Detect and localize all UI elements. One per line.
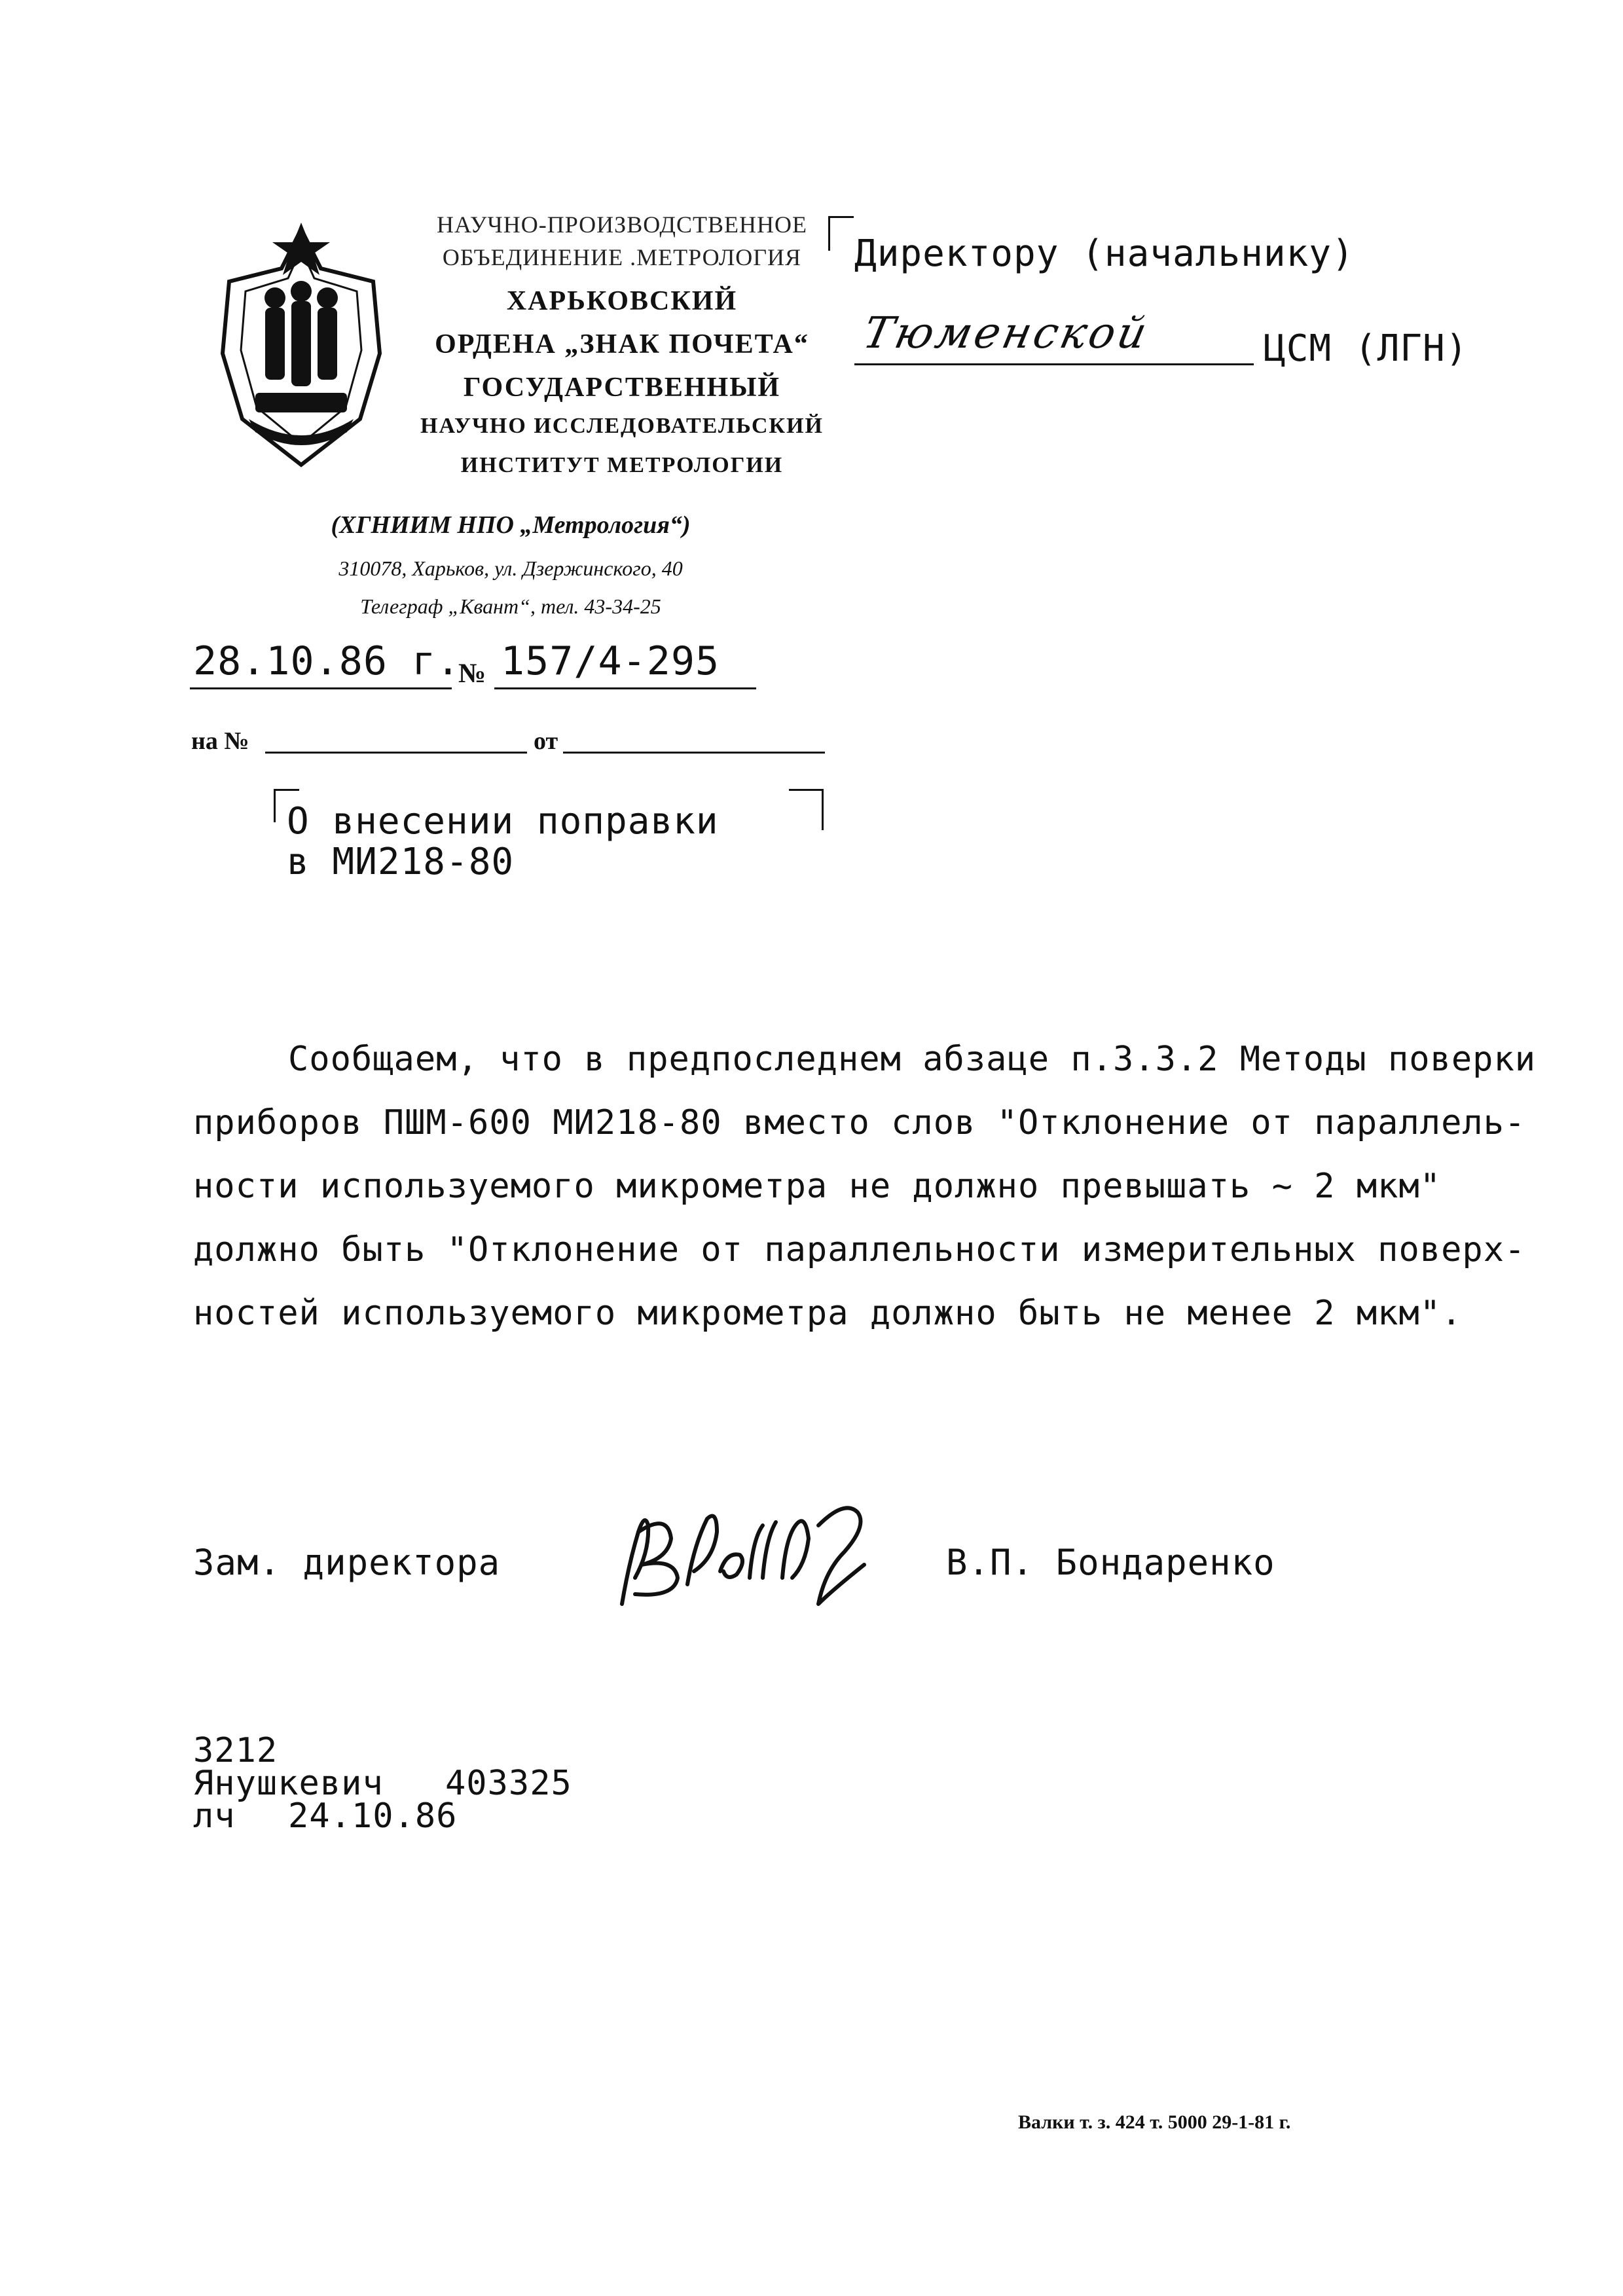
letterhead-line-1: НАУЧНО-ПРОИЗВОДСТВЕННОЕ bbox=[437, 211, 807, 238]
letter-number-underline bbox=[494, 687, 756, 689]
addressee-underline bbox=[854, 363, 1254, 365]
letterhead-block bbox=[419, 211, 825, 492]
handwritten-signature bbox=[609, 1486, 884, 1617]
signatory-title: Зам. директора bbox=[193, 1542, 501, 1583]
letterhead-line-3: ХАРЬКОВСКИЙ bbox=[506, 286, 738, 316]
footer-executor: Янушкевич bbox=[193, 1764, 384, 1803]
signatory-name: В.П. Бондаренко bbox=[946, 1542, 1275, 1583]
letterhead-short-name: (ХГНИИМ НПО „Метрология“) bbox=[331, 511, 691, 539]
letterhead-line-4: ОРДЕНА „ЗНАК ПОЧЕТА“ bbox=[435, 329, 809, 359]
letterhead-telegraph: Телеграф „Квант“, тел. 43-34-25 bbox=[360, 594, 661, 618]
letter-date-underline bbox=[190, 687, 452, 689]
reference-number-label: на № bbox=[191, 727, 249, 755]
subject-bracket-right bbox=[789, 789, 824, 830]
body-line-3: ности используемого микрометра не должно превышать ~ 2 мкм" bbox=[193, 1167, 1442, 1206]
letterhead-line-7: ИНСТИТУТ МЕТРОЛОГИИ bbox=[460, 453, 784, 477]
letterhead-address: 310078, Харьков, ул. Дзержинского, 40 bbox=[338, 556, 683, 580]
letter-number-label: № bbox=[458, 659, 486, 689]
reference-number-line bbox=[265, 752, 527, 754]
body-line-2: приборов ПШМ-600 МИ218-80 вместо слов "Отклонение от параллель- bbox=[193, 1103, 1526, 1142]
addressee-line-2-suffix: ЦСМ (ЛГН) bbox=[1264, 327, 1468, 370]
footer-code: 3212 bbox=[193, 1731, 278, 1770]
letter-date: 28.10.86 г. bbox=[193, 638, 461, 684]
body-line-1: Сообщаем, что в предпоследнем абзаце п.3.3.2 Методы поверки bbox=[288, 1040, 1537, 1079]
addressee-corner-mark bbox=[828, 216, 854, 251]
addressee-line-1: Директору (начальнику) bbox=[854, 232, 1355, 275]
institute-emblem bbox=[210, 223, 393, 471]
letter-number: 157/4-295 bbox=[501, 638, 720, 684]
footer-initials: лч bbox=[193, 1796, 236, 1836]
subject-line-2: в МИ218-80 bbox=[287, 841, 515, 883]
letterhead-line-6: НАУЧНО ИССЛЕДОВАТЕЛЬСКИЙ bbox=[420, 414, 824, 438]
reference-from-label: от bbox=[534, 727, 558, 755]
body-line-5: ностей используемого микрометра должно быть не менее 2 мкм". bbox=[193, 1294, 1463, 1333]
letterhead-line-5: ГОСУДАРСТВЕННЫЙ bbox=[463, 373, 781, 403]
footer-phone: 403325 bbox=[445, 1764, 572, 1803]
letterhead-line-2: ОБЪЕДИНЕНИЕ .МЕТРОЛОГИЯ bbox=[442, 244, 802, 270]
reference-from-line bbox=[563, 752, 825, 754]
body-line-4: должно быть "Отклонение от параллельности измерительных поверх- bbox=[193, 1230, 1526, 1269]
addressee-handwritten-name: Тюменской bbox=[858, 308, 1154, 358]
print-note: Валки т. з. 424 т. 5000 29-1-81 г. bbox=[1018, 2111, 1291, 2133]
footer-date: 24.10.86 bbox=[288, 1796, 458, 1836]
subject-line-1: О внесении поправки bbox=[287, 800, 719, 843]
